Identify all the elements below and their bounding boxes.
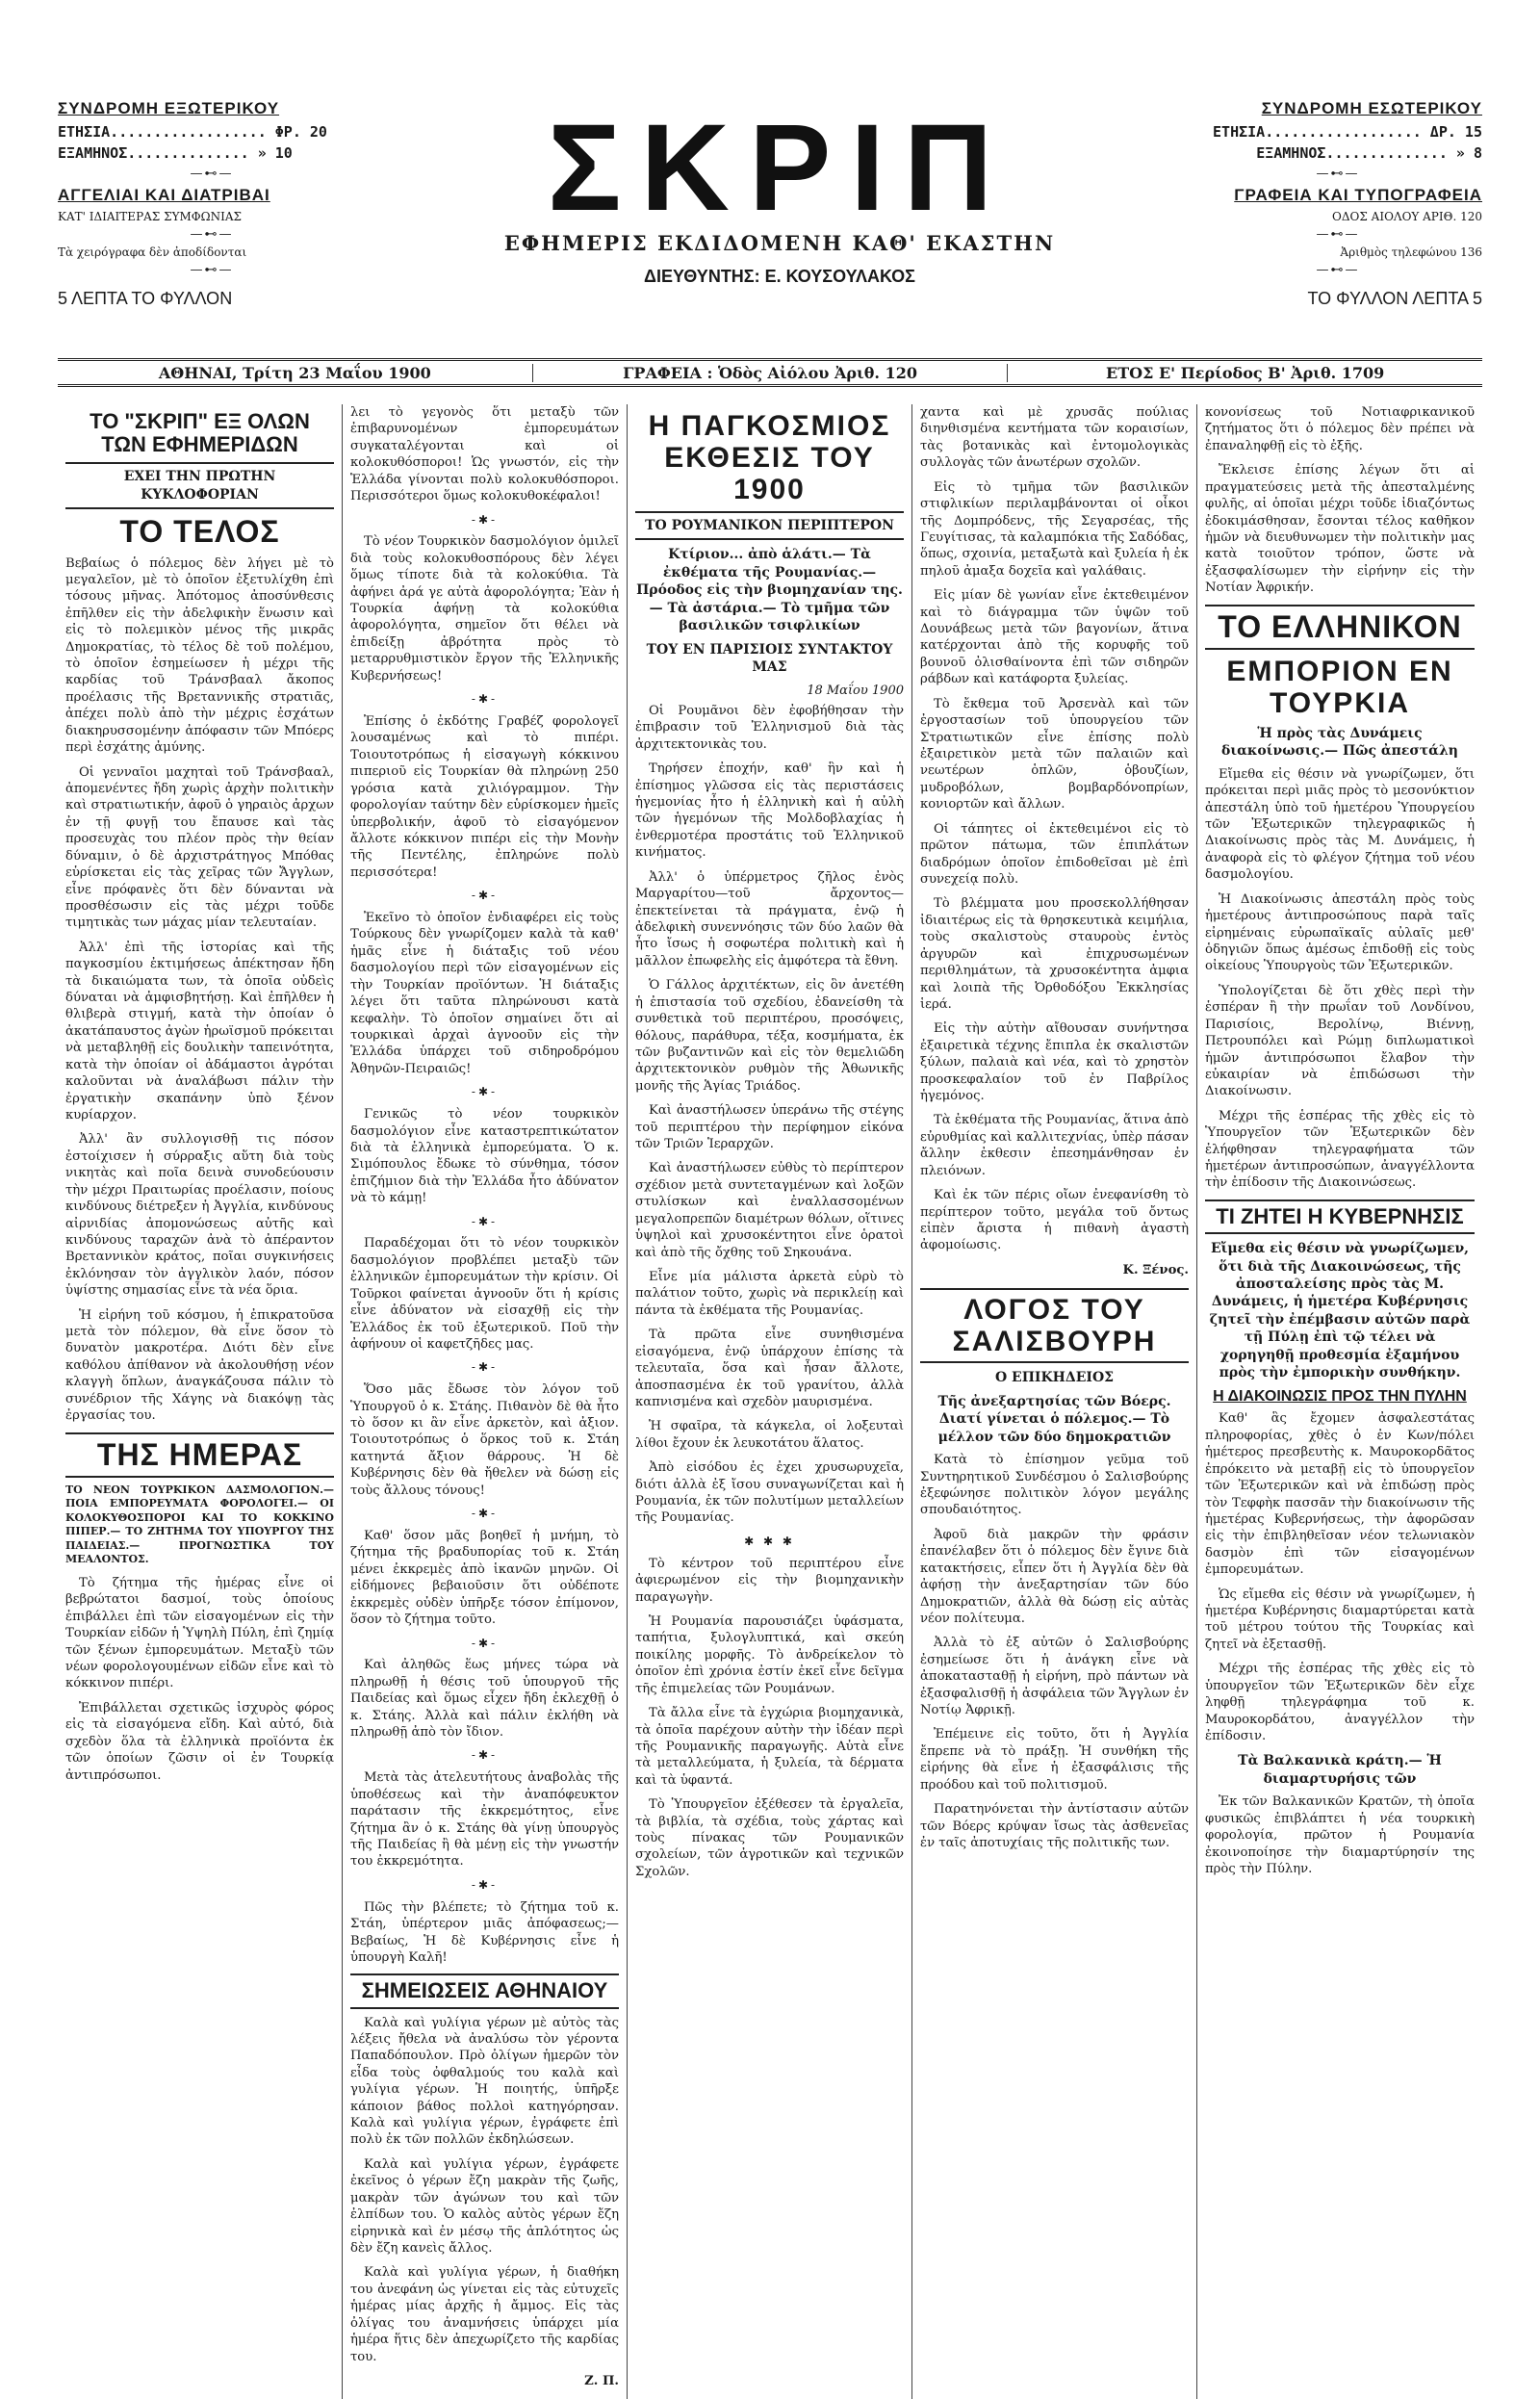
article-paragraph: Μέχρι τῆς ἑσπέρας τῆς χθὲς εἰς τὸ ὑπουργεῖον τῶν Ἐξωτερικῶν δὲν εἶχε ληφθῇ τηλεγράφημα τοῦ κ. Μαυροκορδάτου, ἀναγγέλλον τὴν ἐπίδοσιν.	[1205, 1662, 1475, 1744]
column-2	[343, 404, 628, 2399]
annual-price-foreign: ΕΤΗΣΙΑ.................. ΦΡ. 20	[58, 122, 327, 141]
ornament-divider: -✱-	[471, 889, 499, 903]
article-title-greek-commerce-sub: ΕΜΠΟΡΙΟΝ ΕΝ ΤΟΥΡΚΙΑ	[1226, 655, 1453, 719]
article-summary: Κτίριον... ἀπὸ ἁλάτι.— Τὰ ἐκθέματα τῆς Ρουμανίας.— Πρόοδος εἰς τὴν βιομηχανίαν της.— Τὰ ἀστάρια.— Τὸ τμῆμα τῶν βασιλικῶν τσιφλικίων	[636, 547, 903, 634]
article-paragraph: Ἡ σφαῖρα, τὰ κάγκελα, οἱ λοξευταὶ λίθοι ἔχουν ἐκ λευκοτάτου ἅλατος.	[635, 1419, 904, 1451]
article-paragraph: Καλὰ καὶ γυλίγια γέρων, ἡ διαθήκη του ἀνεφάνη ὡς γίνεται εἰς τὰς εὐτυχεῖς ἡμέρας μίας ἀρχῆς ἡ ἄμμος. Εἰς τὰς ὀλίγας του ἀναμνήσεις ὑπάρχει μία ἡμέρα ἥτις δὲν ἀπεχωρίζετο τῆς καρδίας του.	[350, 2265, 619, 2364]
ornament-divider: -✱-	[471, 1507, 499, 1521]
article-paragraph: Ὅσο μᾶς ἔδωσε τὸν λόγον τοῦ Ὑπουργοῦ ὁ κ. Στάης. Πιθανὸν δὲ θὰ ἦτο τὸ ὅσον κι ἂν εἶνε ἀρκετὸν, καὶ ἀξιον. Τοιουτοτρόπως ὁ ὅρκος τοῦ κ. Στάη κατηντά ἄξιον θάρρους. Ἡ δὲ Κυβέρνησις δὲν θὰ ἤθελεν νὰ δώσῃ εἰς τοὺς ἄλλους τόνους!	[350, 1382, 619, 1498]
ornament-divider: —⊷—	[1316, 226, 1360, 242]
article-paragraph: Οἱ τάπητες οἱ ἐκτεθειμένοι εἰς τὸ πρῶτον πάτωμα, τῶν ἐπιπλάτων διαδρόμων ὁποῖον ἐπιδοθεῖσαι μὲ ἐπὶ συνεχείᾳ πολὺ.	[920, 821, 1189, 887]
annual-price-domestic: ΕΤΗΣΙΑ.................. ΔΡ. 15	[1213, 122, 1482, 141]
article-title-salisbury-speech: ΛΟΓΟΣ ΤΟΥ ΣΑΛΙΣΒΟΥΡΗ	[920, 1288, 1189, 1363]
ornament-divider: —⊷—	[1316, 166, 1360, 181]
dateline-bar	[58, 358, 1482, 387]
article-paragraph: Ἐκ τῶν Βαλκανικῶν Κρατῶν, τὴ ὁποῖα φυσικῶς ἐπιβλάπτει ἡ νέα τουρκικὴ φορολογία, πρῶτον ἡ Ρουμανία ἐκοινοποίησε τὴν διαμαρτύρησίν της πρὸς τὴν Πύλην.	[1205, 1794, 1475, 1877]
article-paragraph: Τὰ ἐκθέματα τῆς Ρουμανίας, ἅτινα ἀπὸ εὐρυθμίας καὶ καλλιτεχνίας, ὑπὲρ πάσαν ἄλλην ἐκθεσιν ἐπεσημάνθησαν ἐν πλειόνων.	[920, 1113, 1189, 1178]
article-paragraph: κονονίσεως τοῦ Νοτιαφρικανικοῦ ζητήματος ὅτι ὁ πόλεμος δὲν πρέπει νὰ ἐπαναληφθῇ εἰς τὸ ἐξῆς.	[1205, 405, 1475, 453]
article-columns	[58, 404, 1482, 2388]
circulation-headline: ΤΟ "ΣΚΡΙΠ" ΕΞ ΟΛΩΝ ΤΩΝ ΕΦΗΜΕΡΙΔΩΝ	[90, 409, 310, 457]
article-paragraph: Εἴμεθα εἰς θέσιν νὰ γνωρίζωμεν, ὅτι πρόκειται περὶ μιᾶς πρὸς τὸ μεσονύκτιον ἀπεστάλη ὑπὸ τοῦ ἡμετέρου Ὑπουργείου τῶν Ἐξωτερικῶν τηλεγραφικῶς ἡ Διακοίνωσις πρὸς τὰς Μ. Δυνάμεις, ἡ ἀναφορὰ εἰς τὸ φλέγον ζήτημα τοῦ νέου δασμολογίου.	[1205, 766, 1475, 883]
article-paragraph: Καθ' ὅσον μᾶς βοηθεῖ ἡ μνήμη, τὸ ζήτημα τῆς βραδυπορίας τοῦ κ. Στάη μένει ἐκκρεμὲς ἀπὸ ἱκανῶν μηνῶν. Οἱ εἰδήμονες βεβαιοῦσιν ὅτι οὐδέποτε ἐκκρεμὲς οὐδὲν ὑπῆρξε τόσον ἐπίμονον, ὅσον τὸ ζήτημα τοῦτο.	[350, 1529, 619, 1628]
offices-heading: ΓΡΑΦΕΙΑ ΚΑΙ ΤΥΠΟΓΡΑΦΕΙΑ	[1234, 186, 1482, 204]
article-paragraph: Βεβαίως ὁ πόλεμος δὲν λήγει μὲ τὸ μεγαλεῖον, μὲ τὸ ὁποῖον ἐξετυλίχθη ἐπὶ τόσους μῆνας. Ἀπότομος ἀποσύνθεσις ἐπῆλθεν εἰς τὴν ἀδελφικὴν ἕνωσιν καὶ εἰς τὸ πολεμικὸν μένος τῆς μικρᾶς Δημοκρατίας, τὸ τέλος δὲ τοῦ πολέμου, τὸ ὁποῖον ἐσημείωσεν ἡ μέχρι τῆς καρδίας τοῦ Τράνσβααλ ἄκοπος προέλασις τῆς Βρεταννικῆς στρατιᾶς, ἀπέχει πολὺ ἀπὸ τὴν μέχρις ἐσχάτων διακηρυσσομένην ἀπόφασιν τῶν Μπόερς περὶ ἐσχάτης ἀμύνης.	[65, 555, 334, 756]
article-paragraph: Ἀλλ' ἂν συλλογισθῇ τις πόσον ἐστοίχισεν ἡ σύρραξις αὕτη διὰ τοὺς νικητὰς καὶ ποῖα δεινὰ συνοδεύουσιν τὴν μέχρι Πραιτωρίας προέλασιν, ποίους κινδύνους διέτρεξεν ἡ Ἀγγλία, κινδύνους αἰρνιδίας ἀπομονώσεως αὐτῆς καὶ κινδύνους ταραχῶν ἀνὰ τὸ ἀπέραντον Βρεταννικὸν κράτος, ποῖαι συγκινήσεις ἐκλόνησαν τὸν ἀγγλικὸν λαόν, πόσον ὑψίστης σημασίας εἶνε τὰ νέα ὅρια.	[65, 1132, 334, 1299]
ornament-divider: ✱ ✱ ✱	[744, 1534, 795, 1548]
article-paragraph: Τὸ ἔκθεμα τοῦ Ἀρσενὰλ καὶ τῶν ἐργοστασίων τοῦ ὑπουργείου τῶν Στρατιωτικῶν εἶνε ἐπίσης πολὺ ἐξαιρετικὸν μετὰ τῶν παλαιῶν καὶ νεωτέρων ὁπλῶν, ὁβουζίων, μυδροβόλων, βομβαρδόνοπρίων, κονιορτῶν καὶ ἄλλων.	[920, 696, 1189, 813]
article-paragraph: Τὰ ἄλλα εἶνε τὰ ἐγχώρια βιομηχανικὰ, τὰ ὁποῖα παρέχουν αὐτὴν τὴν ἰδέαν περὶ τῆς Ρουμανικῆς παραγωγῆς. Αὐτὰ εἶνε τὰ μεταλλεύματα, ἡ ξυλεία, τὰ δέρματα καὶ τὰ ὑφαντά.	[635, 1706, 904, 1788]
article-summary: Τὰ Βαλκανικὰ κράτη.— Ἡ διαμαρτυρήσις τῶν	[1238, 1753, 1442, 1787]
article-paragraph: Καὶ ἐκ τῶν πέρις οἴων ἐνεφανίσθη τὸ περίπτερον τοῦτο, μεγάλα τοῦ ὄντως εἰπὲν ἄριστα ἡ πιθανὴ ἀγαστὴ ἀφομοίωσις.	[920, 1188, 1189, 1253]
article-paragraph: Ἐπιβάλλεται σχετικῶς ἰσχυρὸς φόρος εἰς τὰ εἰσαγόμενα εἴδη. Καὶ αὐτό, διὰ σχεδὸν ὅλα τὰ ἐλληνικὰ προϊόντα ἐκ τῶν ὁποίων ζῶσιν οἱ ἐν Τουρκίᾳ ἀντιπρόσωποι.	[65, 1700, 334, 1783]
article-paragraph: Τὸ Ὑπουργεῖον ἐξέθεσεν τὰ ἐργαλεῖα, τὰ βιβλία, τὰ σχέδια, τοὺς χάρτας καὶ τοὺς πίνακας τῶν Ρουμανικῶν σχολείων, τῶν ἀγροτικῶν καὶ τεχνικῶν Σχολῶν.	[635, 1797, 904, 1879]
masthead-left	[58, 96, 366, 312]
article-paragraph: Ἡ εἰρήνη τοῦ κόσμου, ἡ ἐπικρατοῦσα μετὰ τὸν πόλεμον, θὰ εἶνε ὅσον τὸ δυνατὸν μακροτέρα. Διότι δὲν εἶνε καθόλου ἀπίθανον νὰ ἀκολουθήσῃ νέον κλαγγὴ ὅπλων, ἀναγκάζουσα πάλιν τὸ συνέδριον τῆς Χάγης νὰ διακόψῃ τὰς ἐργασίας του.	[65, 1307, 334, 1424]
masthead-right	[1194, 96, 1482, 312]
ornament-divider: -✱-	[471, 512, 499, 527]
author-signature: Ζ. Π.	[584, 2373, 619, 2388]
article-title-exhibition: Η ΠΑΓΚΟΣΜΙΟΣ ΕΚΘΕΣΙΣ ΤΟΥ 1900	[648, 410, 891, 505]
newspaper-subtitle: ΕΦΗΜΕΡΙΣ ΕΚΔΙΔΟΜΕΝΗ ΚΑΘ' ΕΚΑΣΤΗΝ	[503, 231, 1056, 255]
domestic-subscription-heading: ΣΥΝΔΡΟΜΗ ΕΣΩΤΕΡΙΚΟΥ	[1261, 99, 1482, 117]
article-paragraph: Κατὰ τὸ ἐπίσημον γεῦμα τοῦ Συντηρητικοῦ Συνδέσμου ὁ Σαλισβούρης ἐξεφώνησε πολιτικὸν λόγον μεγάλης σπουδαιότητος.	[920, 1453, 1189, 1518]
article-paragraph: Μέχρι τῆς ἑσπέρας τῆς χθὲς εἰς τὸ Ὑπουργεῖον τῶν Ἐξωτερικῶν δὲν ἐλήφθησαν τηλεγραφήματα τῶν ἡμετέρων ἀντιπροσώπων, ἀναγγέλλοντα τὴν ἐπίδοσιν τῆς Διακοινώσεως.	[1205, 1108, 1475, 1191]
ornament-divider: -✱-	[471, 1214, 499, 1228]
ornament-divider: —⊷—	[190, 263, 234, 277]
phone-number: Ἀριθμὸς τηλεφώνου 136	[1340, 245, 1482, 259]
manuscripts-note: Τὰ χειρόγραφα δὲν ἀποδίδονται	[58, 245, 247, 259]
column-5	[1197, 404, 1482, 2399]
ornament-divider: -✱-	[471, 692, 499, 707]
article-paragraph: Καὶ ἀναστήλωσεν εὐθὺς τὸ περίπτερον σχέδιον μετὰ συντεταγμένων καὶ λοξῶν στυλίσκων καὶ ἐναλλασσομένων μεγαλοπρεπῶν διαμέτρων θόλων, οἵτινες ὑψηλοὶ καὶ χρυσοκέντητοι εἶνε ὁρατοὶ καὶ ἀπὸ τῆς ὄχθης τοῦ Σηκουάνα.	[635, 1161, 904, 1260]
ornament-divider: —⊷—	[1316, 263, 1360, 277]
correspondent-line: ΤΟΥ ΕΝ ΠΑΡΙΣΙΟΙΣ ΣΥΝΤΑΚΤΟΥ ΜΑΣ	[646, 641, 893, 676]
article-title-the-end: ΤΟ ΤΕΛΟΣ	[119, 514, 280, 550]
article-paragraph: λει τὸ γεγονὸς ὅτι μεταξὺ τῶν ἐπιβαρυνομένων ἐμπορευμάτων συγκαταλέγονται καὶ οἱ κολοκυθόσποροι! Ὡς γνωστόν, εἰς τὴν Ἑλλάδα γίνονται πολὺ κολοκυθόσποροι. Περισσότεροι ὅμως κολοκυθοκέφαλοι!	[350, 405, 619, 504]
circulation-subheadline: ΕΧΕΙ ΤΗΝ ΠΡΩΤΗΝ ΚΥΚΛΟΦΟΡΙΑΝ	[65, 462, 334, 509]
article-paragraph: Πῶς τὴν βλέπετε; τὸ ζήτημα τοῦ κ. Στάη, ὑπέρτερον μιᾶς ἀπόφασεως;— Βεβαίως, Ἡ δὲ Κυβέρνησις εἶνε ἡ ὑπουργὴ Καλῆ!	[350, 1899, 619, 1965]
article-paragraph: Ἀπὸ εἰσόδου ἐς ἐχει χρυσωρυχεῖα, διότι ἀλλὰ ἐξ ἴσου συναγωνίζεται καὶ ἡ Ρουμανία, ἐκ τῶν πολυτίμων μεταλλείων τῆς Ρουμανίας.	[635, 1460, 904, 1526]
article-paragraph: Ὑπολογίζεται δὲ ὅτι χθὲς περὶ τὴν ἑσπέραν ἢ τὴν πρωΐαν τοῦ Λονδίνου, Παρισίοις, Βερολίνῳ, Βιέννῃ, Πετρουπόλει καὶ Ρώμῃ διπλωματικοὶ ἡμῶν ἀντιπρόσωποι ἔλαβον τὴν εὐκαιρίαν νὰ ἐπιδώσωσι τὴν Διακοίνωσιν.	[1205, 983, 1475, 1099]
column-1	[58, 404, 343, 2399]
article-paragraph: Οἱ γενναῖοι μαχηταὶ τοῦ Τράνσβααλ, ἀπομενέντες ἤδη χωρὶς ἀρχὴν πολιτικὴν καὶ στρατιωτικήν, ἀφοῦ ὁ γηραιὸς ἀρχων ἐν τῇ φυγῇ του ἔπαυσε καὶ τὰς προσευχὰς του πλέον πρὸς τὴν θείαν δύναμιν, ὁ δὲ ἀρχιστράτηγος Μπόθας εὑρίσκεται εἰς τὰς χεῖρας τῶν Ἄγγλων, εἶνε πρόφανὲς ὅτι δὲν δύνανται νὰ προσθέσωσιν εἰς τὰς μέχρι τοῦδε τιμητικὰς των μάχας μίαν τελευταίαν.	[65, 764, 334, 931]
article-paragraph: Ἔκλεισε ἐπίσης λέγων ὅτι αἱ πραγματεύσεις μετὰ τῆς ἀπεσταλμένης φυλῆς, αἱ ὁποῖαι μέχρι τοῦδε ἰδιαζόντως ἐδοκιμάσθησαν, ἔσονται τέλος καθῆκον ἡμῶν νὰ διευθυνωμεν τὴν πολιτικὴν μας κατὰ τοιοῦτον τρόπον, ὥστε νὰ ἐξασφαλίσωμεν τὴν εἰρήνην εἰς τὴν Νοτίαν Ἀφρικήν.	[1205, 463, 1475, 596]
issue-price-left: 5 ΛΕΠΤΑ ΤΟ ΦΥΛΛΟΝ	[58, 288, 233, 308]
article-subtitle-eulogy: Ο ΕΠΙΚΗΔΕΙΟΣ	[994, 1370, 1115, 1386]
masthead-logo-block	[366, 99, 1194, 287]
article-paragraph: Καὶ ἀναστήλωσεν ὑπεράνω τῆς στέγης τοῦ περιπτέρου τὴν περίφημον εἰκόνα τῶν Τριῶν Ἱεραρχῶν.	[635, 1103, 904, 1152]
article-paragraph: Εἰς τὸ τμῆμα τῶν βασιλικῶν στιφλικίων περιλαμβάνονται οἱ οἶκοι τῆς Δομπρόδενς, τῆς Σεγαρσέας, τῆς Γευγίτισας, τὰ καλαμπόκια τῆς Σαδόδας, ὅπως, σχοινία, μεταξωτὰ καὶ ξυλεία ἡ ἐκ πηλοῦ ἀμαξα δοχεῖα καὶ γαλάθαις.	[920, 479, 1189, 579]
article-paragraph: Τηρήσεν ἐποχήν, καθ' ἣν καὶ ἡ ἐπίσημος γλῶσσα εἰς τὰς περιστάσεις ἡγεμονίας ἦτο ἡ ἑλληνικὴ καὶ ἡ αὐλὴ τῶν ἡγεμόνων τῆς Μολδοβλαχίας ἡ ἐνθερμοτέρα προστάτις τοῦ Ἑλληνικοῦ κινήματος.	[635, 761, 904, 861]
director-line: ΔΙΕΥΘΥΝΤΗΣ: Ε. ΚΟΥΣΟΥΛΑΚΟΣ	[644, 267, 915, 286]
article-paragraph: Ὡς εἴμεθα εἰς θέσιν νὰ γνωρίζωμεν, ἡ ἡμετέρα Κυβέρνησις διαμαρτύρεται κατὰ τοῦ μέτρου τούτου τῆς Τουρκίας καὶ ζητεῖ νὰ ἐξετασθῇ.	[1205, 1586, 1475, 1652]
ornament-divider: -✱-	[471, 1636, 499, 1650]
article-title-note-to-porte: Η ΔΙΑΚΟΙΝΩΣΙΣ ΠΡΟΣ ΤΗΝ ΠΥΛΗΝ	[1213, 1387, 1467, 1405]
ornament-divider: —⊷—	[190, 166, 234, 181]
article-paragraph: Ἡ Διακοίνωσις ἀπεστάλη πρὸς τοὺς ἡμετέρους ἀντιπροσώπους παρὰ ταῖς εἰρημέναις εὐρωπαϊκαῖς αὐλαῖς μεθ' ὁδηγιῶν ὅπως ἀμέσως ἐπιδοθῇ εἰς τοὺς οἰκείους Ὑπουργοὺς τῶν Ἐξωτερικῶν.	[1205, 891, 1475, 974]
ads-subheading: ΚΑΤ' ΙΔΙΑΙΤΕΡΑΣ ΣΥΜΦΩΝΙΑΣ	[58, 209, 242, 223]
article-paragraph: Εἰς τὴν αὐτὴν αἴθουσαν συνήντησα ἐξαιρετικὰ τέχνης ἔπιπλα ἐκ σκαλιστῶν ξύλων, παλαιὰ καὶ νέα, καὶ τὸ χρηστὸν προσκεφαλαίον τοῦ ἐν Παβρίλος ἡγεμόνος.	[920, 1021, 1189, 1104]
article-bold-paragraph: Εἴμεθα εἰς θέσιν νὰ γνωρίζωμεν, ὅτι διὰ τῆς Διακοινώσεως, τῆς ἀποσταλείσης πρὸς τὰς Μ. Δυνάμεις, ἡ ἡμετέρα Κυβέρνησις ζητεῖ τὴν ἐπέμβασιν αὐτῶν παρὰ τῇ Πύλῃ ἐπὶ τῷ τέλει νὰ χορηγηθῇ προθεσμία ἐξαμήνου πρὸς τὴν ἐμπορικὴν συνθήκην.	[1209, 1241, 1471, 1381]
ornament-divider: -✱-	[471, 1360, 499, 1375]
article-paragraph: Καὶ ἀληθῶς ἕως μήνες τώρα νὰ πληρωθῇ ἡ θέσις τοῦ ὑπουργοῦ τῆς Παιδείας καὶ ὅμως εἶχεν ἤδη ἐκλεχθῇ ὁ κ. Στάης. Ἀλλὰ καὶ πάλιν ἐκλήθη νὰ πληρωθῇ ἀπὸ τὸν ἴδιον.	[350, 1658, 619, 1741]
ornament-divider: -✱-	[471, 1085, 499, 1099]
article-paragraph: Ἡ Ρουμανία παρουσιάζει ὑφάσματα, ταπήτια, ξυλογλυπτικά, καὶ σκεύη ποικίλης μορφῆς. Τὸ ἀνδρείκελον τὸ ὁποῖον ἐπὶ χρόνια ἐστίν ἐκεῖ εἶνε δεῖγμα τῆς ἐπιμελείας τῶν Ρουμάνων.	[635, 1613, 904, 1696]
article-paragraph: Ἀλλ' ὁ ὑπέρμετρος ζῆλος ἐνὸς Μαργαρίτου—τοῦ ἄρχοντος—ἐπεκτείνεται τὰ πράγματα, ἐνῷ ἡ ἀδελφικὴ συνεννόησις τῶν δύο λαῶν θὰ ἦτο ἴσως ἡ σοφωτέρα πολιτικὴ καὶ ἡ μᾶλλον ἐπωφελὴς εἰς ἀμφότερα τὰ ἔθνη.	[635, 869, 904, 968]
article-paragraph: Τὸ ζήτημα τῆς ἡμέρας εἶνε οἱ βεβρώτατοι δασμοί, τοὺς ὁποίους ἐπιβάλλει ἐπὶ τῶν εἰσαγομένων εἰς τὴν Τουρκίαν εἰδῶν ἡ Ὑψηλὴ Πύλη, ἐπὶ ζημίᾳ τῶν ξένων ἐμπορευμάτων. Μεταξὺ τῶν νέων φορολογουμένων εἰδῶν εἶνε καὶ τὸ κόκκινον πιπέρι.	[65, 1575, 334, 1691]
issue-price-right: ΤΟ ΦΥΛΛΟΝ ΛΕΠΤΑ 5	[1307, 288, 1482, 308]
article-paragraph: Ὁ Γάλλος ἀρχιτέκτων, εἰς ὃν ἀνετέθη ἡ ἐπιστασία τοῦ σχεδίου, ἐδανείσθη τὰ συνθετικὰ τοῦ περιπτέρου, προσόψεις, θόλους, παράθυρα, τέξα, κοσμήματα, ἐκ τῶν βυζαντινῶν καὶ εἰς τὸν θεμελιῶδη ἀρχιτεκτονικὸν ρυθμὸν τῆς Ἀθωνικῆς μονῆς τῆς Ἁγίας Τριάδος.	[635, 978, 904, 1094]
article-paragraph: Παραδέχομαι ὅτι τὸ νέον τουρκικὸν δασμολόγιον προβλέπει μεταξὺ τῶν ἑλληνικῶν ἐμπορευμάτων τὴν κρίσιν. Οἱ Τοῦρκοι φαίνεται ἀγνοοῦν ὅτι ἡ κρίσις εἶνε ἀδύνατον νὰ εἰσαχθῇ εἰς τὴν Ἑλλάδος ἐκ τοῦ ἐξωτερικοῦ. Ποῦ τὴν ἀφήνουν οἱ καφετζῆδες μας.	[350, 1236, 619, 1352]
masthead	[58, 96, 1482, 371]
article-title-government-demands: ΤΙ ΖΗΤΕΙ Η ΚΥΒΕΡΝΗΣΙΣ	[1205, 1200, 1475, 1234]
ornament-divider: -✱-	[471, 1877, 499, 1892]
article-paragraph: Ἀλλὰ τὸ ἐξ αὐτῶν ὁ Σαλισβούρης ἐσημείωσε ὅτι ἡ ἀνάγκη εἶνε νὰ ἀποκατασταθῇ ἡ εἰρήνη, πρὸ πάντων νὰ ἐξασφαλισθῇ ἡ ἀσφάλεια τῶν Ἄγγλων ἐν Νοτίῳ Ἀφρικῇ.	[920, 1636, 1189, 1718]
article-paragraph: Τὸ κέντρον τοῦ περιπτέρου εἶνε ἀφιερωμένον εἰς τὴν βιομηχανικὴν παραγωγὴν.	[635, 1556, 904, 1605]
article-date: 18 Μαΐου 1900	[807, 683, 904, 698]
article-subtitle-romanian-pavilion: ΤΟ ΡΟΥΜΑΝΙΚΟΝ ΠΕΡΙΠΤΕΡΟΝ	[635, 511, 904, 540]
article-paragraph: Ἀλλ' ἐπὶ τῆς ἱστορίας καὶ τῆς παγκοσμίου ἐκτιμήσεως ἀπέκτησαν ἤδη τὰ δικαιώματα των, τὰ ὁποῖα οὐδεὶς δύναται νὰ ἀμφισβητήσῃ. Καὶ ἐπῆλθεν ἡ θλιβερὰ στιγμή, κατὰ τὴν ὁποίαν ὁ ἀκατάπαυστος ἀγὼν ἡρωϊσμοῦ πρόκειται νὰ μεταβληθῇ εἰς δουλικὴν ταπεινότητα, κατὰ τὴν ὁποίαν οἱ ἀδάμαστοι ἀγρόται καλοῦνται νὰ ἀναλάβωσι πάλιν τὴν ἐργατικὴν σκαπάνην ὑπὸ ξένον κυρίαρχον.	[65, 940, 334, 1122]
article-paragraph: Καθ' ἃς ἔχομεν ἀσφαλεστάτας πληροφορίας, χθὲς ὁ ἐν Κων/πόλει ἡμέτερος πρεσβευτὴς κ. Μαυροκορδᾶτος ἐπρόκειτο νὰ μεταβῇ εἰς τὸ ὑπουργεῖον τῶν Ἐξωτερικῶν καὶ νὰ ἐπιδώσῃ πρὸς τὸν Τεφφὴκ πασσᾶν τὴν διακοίνωσιν τῆς ἡμετέρας Κυβερνήσεως, τὴν ἀφορῶσαν εἰς τὴν ἐπιβληθεῖσαν νέον τελωνιακὸν δασμὸν ἐπὶ τῶν εἰσαγομένων ἐμπορευμάτων.	[1205, 1411, 1475, 1578]
article-paragraph: χαντα καὶ μὲ χρυσᾶς πούλιας διηνθισμένα κεντήματα τῶν κοραισίων, τὰς βοτανικὰς καὶ ἐντομολογικὰς συλλογὰς τῶν ἀνωτέρων σχολῶν.	[920, 405, 1189, 471]
column-4	[912, 404, 1197, 2399]
article-paragraph: Εἰς μίαν δὲ γωνίαν εἶνε ἐκτεθειμένον καὶ τὸ διάγραμμα τῶν ὑψῶν τοῦ Δουνάβεως μετὰ τῶν βαγονίων, ἅτινα κατέρχονται ἀπὸ τῆς κορυφῆς τοῦ βουνοῦ ὀλισθαίνοντα ἐπὶ τῶν σιδηρῶν ράβδων καὶ κατάφορτα ξυλείας.	[920, 588, 1189, 687]
article-paragraph: Τὸ νέον Τουρκικὸν δασμολόγιον ὁμιλεῖ διὰ τοὺς κολοκυθοσπόρους δὲν λέγει ὅμως τίποτε διὰ τὰ κολοκύθια. Τὰ ἀφήνει ἀρά γε αὐτὰ ἀφορολόγητα; Ἐὰν ἡ Τουρκία ἀφήνῃ τὰ κολοκύθια ἀφορολόγητα, σημεῖον ὅτι θέλει νὰ ἐπιδείξῃ ἀβρότητα πρὸς τὸ μεταρρυθμιστικὸν ἔργον τῆς Ἑλληνικῆς Κυβερνήσεως!	[350, 534, 619, 684]
article-paragraph: Μετὰ τὰς ἀτελευτήτους ἀναβολὰς τῆς ὑποθέσεως καὶ τὴν ἀναπόφευκτον παράτασιν τῆς ἐκκρεμότητος, εἶνε ζήτημα ἂν ὁ κ. Στάης θὰ γίνῃ ὑπουργὸς τῆς Παιδείας ἢ θὰ μένῃ εἰς τὴν γνωστήν του ἐκκρεμότητα.	[350, 1770, 619, 1870]
offices-address: ΓΡΑΦΕΙΑ : Ὁδὸς Αἰόλου Ἀριθ. 120	[533, 364, 1009, 382]
article-paragraph: Τὸ βλέμματα μου προσεκολλήθησαν ἰδιαιτέρως εἰς τὰ θρησκευτικὰ κειμήλια, τοὺς σκαλιστοὺς σταυροὺς ἐντὸς ἀργυρῶν καὶ ἐπιχρυσωμένων περιθλημάτων, τὰ χρυσοκέντητα ἀμφια καὶ λοιπὰ τῆς Ὀρθοδόξου Ἐκκλησίας ἱερά.	[920, 896, 1189, 1012]
ornament-divider: -✱-	[471, 1748, 499, 1763]
article-paragraph: Τὰ πρῶτα εἶνε συνηθισμένα εἰσαγόμενα, ἐνῷ ὑπάρχουν ἐπίσης τὰ τελευταῖα, ὅσα καὶ ἦσαν ἄλλοτε, ἀποσπασμένα ἐκ τοῦ γρανίτου, ἀλλὰ καπνισμένα καὶ σχεδὸν μαυρισμένα.	[635, 1328, 904, 1409]
article-paragraph: Ἀφοῦ διὰ μακρῶν τὴν φράσιν ἐπανέλαβεν ὅτι ὁ πόλεμος δὲν ἔγινε διὰ κατακτήσεις, εἶπεν ὅτι ἡ Ἀγγλία δὲν θὰ ἀφήσῃ τὴν ἀνεξαρτησίαν τῶν δύο Δημοκρατιῶν, ἀλλὰ θὰ δώσῃ εἰς αὐτὰς νέον πολίτευμα.	[920, 1527, 1189, 1626]
article-paragraph: Παρατηνόνεται τὴν ἀντίστασιν αὐτῶν τῶν Βόερς κρύψαν ἴσως τὰς ἀσθενεῖας ἐν ταῖς ἀποτυχίαις τῆς πολιτικῆς των.	[920, 1802, 1189, 1850]
article-summary: Τῆς ἀνεξαρτησίας τῶν Βόερς. Διατί γίνεται ὁ πόλεμος.— Τὸ μέλλον τῶν δύο δημοκρατιῶν	[937, 1393, 1171, 1445]
office-address: ΟΔΟΣ ΑΙΟΛΟΥ ΑΡΙΘ. 120	[1332, 209, 1482, 223]
article-paragraph: Οἱ Ρουμᾶνοι δὲν ἐφοβήθησαν τὴν ἐπιβρασιν τοῦ Ἑλληνισμοῦ διὰ τὰς ἀρχιτεκτονικὰς του.	[635, 703, 904, 752]
author-signature: Κ. Ξένος.	[1122, 1262, 1189, 1277]
article-paragraph: Καλὰ καὶ γυλίγια γέρων, ἐγράφετε ἐκεῖνος ὁ γέρων ἔζη μακρὰν τῆς ζωῆς, μακρὰν τῶν ἀγώνων του καὶ τῶν ἐλπίδων του. Ὁ καλὸς αὐτὸς γέρων ἔζη εἰρηνικὰ καὶ ἐν μέσῳ τῆς ἁπλότητος ὡς δὲν ἔζη κανεὶς ἄλλος.	[350, 2156, 619, 2257]
article-paragraph: Εἶνε μία μάλιστα ἀρκετὰ εὑρὺ τὸ παλάτιον τοῦτο, χωρὶς νὰ περικλείῃ καὶ πάντα τὰ ἐκθέματα τῆς Ρουμανίας.	[635, 1269, 904, 1318]
ornament-divider: —⊷—	[190, 226, 234, 242]
section-title-of-the-day: ΤΗΣ ΗΜΕΡΑΣ	[65, 1432, 334, 1478]
column-3	[628, 404, 912, 2399]
article-paragraph: Ἐκεῖνο τὸ ὁποῖον ἐνδιαφέρει εἰς τοὺς Τούρκους δὲν γνωρίζομεν καλὰ τὰ καθ' ἡμᾶς εἶνε ἡ διάταξις τοῦ νέου δασμολογίου περὶ τῶν εἰσαγομένων εἰς τὴν Τουρκίαν προϊόντων. Ἡ διάταξις λέγει ὅτι ταῦτα πληρώνουσι κατὰ κεφαλὴν. Τὸ ὁποῖον σημαίνει ὅτι αἱ τουρκικαὶ ἀρχαὶ ἀγνοοῦν εἰς τὴν Ἑλλάδα ὑπάρχει τοῦ σιδηροδρόμου Ἀθηνῶν-Πειραιῶς!	[350, 911, 619, 1076]
section-summary: ΤΟ ΝΕΟΝ ΤΟΥΡΚΙΚΟΝ ΔΑΣΜΟΛΟΓΙΟΝ.— ΠΟΙΑ ΕΜΠΟΡΕΥΜΑΤΑ ΦΟΡΟΛΟΓΕΙ.— ΟΙ ΚΟΛΟΚΥΘΟΣΠΟΡΟΙ ΚΑΙ ΤΟ ΚΟΚΚΙΝΟ ΠΙΠΕΡ.— ΤΟ ΖΗΤΗΜΑ ΤΟΥ ΥΠΟΥΡΓΟΥ ΤΗΣ ΠΑΙΔΕΙΑΣ.— ΠΡΟΓΝΩΣΤΙΚΑ ΤΟΥ ΜΕΑΛΟΝΤΟΣ.	[65, 1483, 334, 1566]
issue-number: ΕΤΟΣ Ε' Περίοδος Β' Ἀριθ. 1709	[1106, 363, 1385, 382]
semiannual-price-foreign: ΕΞΑΜΗΝΟΣ.............. » 10	[58, 144, 293, 162]
article-paragraph: Γενικῶς τὸ νέον τουρκικὸν δασμολόγιον εἶνε καταστρεπτικώτατον διὰ τὰ ἑλληνικὰ ἐμπορεύματα. Ὁ κ. Σιμόπουλος ἔδωκε τὸ σύνθημα, τόσον ἐπιζήμιον διὰ τὴν Ἑλλάδα ἦτο ἀδύνατον νὰ τὸ κάμῃ!	[350, 1107, 619, 1206]
semiannual-price-domestic: ΕΞΑΜΗΝΟΣ.............. » 8	[1256, 144, 1482, 162]
ads-heading: ΑΓΓΕΛΙΑΙ ΚΑΙ ΔΙΑΤΡΙΒΑΙ	[58, 186, 270, 204]
article-paragraph: Καλὰ καὶ γυλίγια γέρων μὲ αὐτὸς τὰς λέξεις ἤθελα νὰ ἀναλύσω τὸν γέροντα Παπαδόπουλον. Πρὸ ὀλίγων ἡμερῶν τὸν εἶδα τοὺς ὀφθαλμούς του καλὰ καὶ γυλίγια γέρων. Ἡ ποιητής, ὑπῆρξε κάποιον βάθος πολλοὶ κατηγόρησαν. Καλὰ καὶ γυλίγια γέρων, ἐγράφετε ἐπὶ πολὺ ἐκ τῶν πολλῶν ἐκδηλώσεων.	[350, 2015, 619, 2148]
newspaper-logo: ΣΚΡΙΠ	[547, 99, 1013, 237]
issue-date: ΑΘΗΝΑΙ, Τρίτη 23 Μαΐου 1900	[58, 364, 533, 382]
article-title-greek-commerce: ΤΟ ΕΛΛΗΝΙΚΟΝ	[1205, 605, 1475, 650]
article-summary: Ἡ πρὸς τὰς Δυνάμεις διακοίνωσις.— Πῶς ἀπεστάλη	[1221, 725, 1458, 760]
article-title-athenian-notes: ΣΗΜΕΙΩΣΕΙΣ ΑΘΗΝΑΙΟΥ	[350, 1973, 619, 2008]
article-paragraph: Ἐπίσης ὁ ἐκδότης Γραβέζ φορολογεῖ λουσαμένως καὶ τὸ πιπέρι. Τοιουτοτρόπως ἡ εἰσαγωγὴ κόκκινου πιπεριοῦ εἰς Τουρκίαν θὰ πληρώνῃ 250 γρόσια κατὰ χιλιόγραμμον. Τὴν φορολογίαν ταύτην δὲν εὑρίσκομεν ἡμεῖς ὑπερβολικήν, ἀφοῦ τὸ εἰσαγόμενον ἄλλοτε κόκκινον πιπέρι εἰς τὴν Μονὴν τῆς Πεντέλης, ἐπληρώνε πολὺ περισσότερα!	[350, 713, 619, 880]
foreign-subscription-heading: ΣΥΝΔΡΟΜΗ ΕΞΩΤΕΡΙΚΟΥ	[58, 99, 280, 117]
article-paragraph: Ἐπέμεινε εἰς τοῦτο, ὅτι ἡ Ἀγγλία ἔπρεπε νὰ τὸ πράξῃ. Ἡ συνθήκη τῆς εἰρήνης θὰ εἶνε ἡ ἐξασφάλισις τῆς προόδου καὶ τοῦ πολιτισμοῦ.	[920, 1727, 1189, 1793]
